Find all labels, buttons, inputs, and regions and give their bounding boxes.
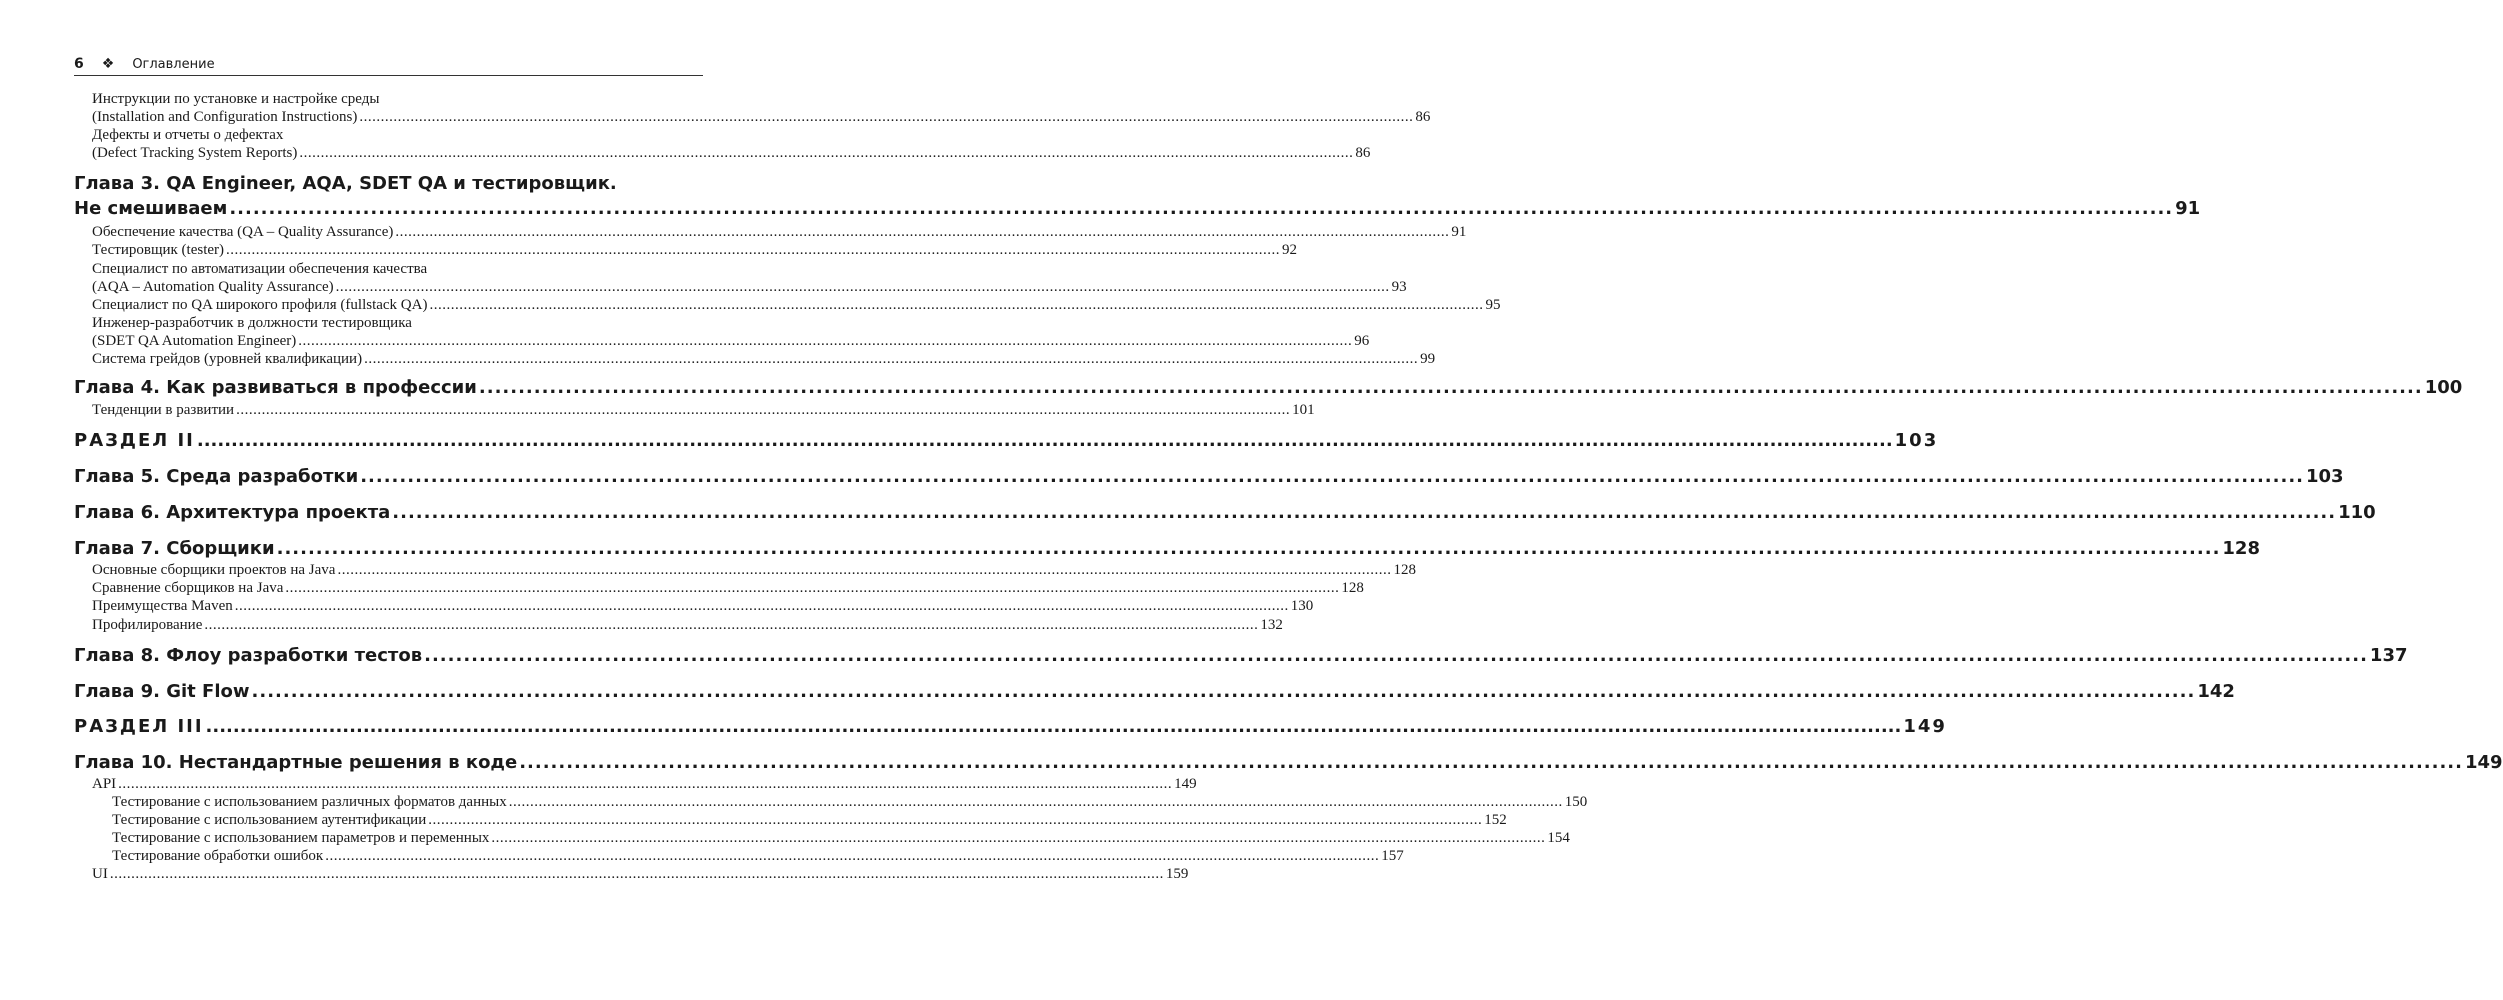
toc-page-number: 154: [1547, 829, 1570, 846]
toc-entry-row: [112, 811, 1507, 829]
toc-section-entry: [92, 90, 1431, 126]
toc-entry-title: Глава 5. Среда разработки: [74, 466, 359, 488]
toc-section-entry: [112, 847, 1404, 865]
toc-entry-title: Тенденции в развитии: [92, 402, 235, 419]
toc-entry-title: Специалист по QA широкого профиля (fullstack QA): [92, 296, 428, 313]
toc-entry-row: [112, 847, 1404, 865]
toc-page-number: 91: [1451, 224, 1467, 241]
dot-leader: [364, 350, 1418, 368]
dot-leader: [509, 793, 1563, 811]
dot-leader: [491, 829, 1545, 847]
toc-page-number: 159: [1165, 866, 1189, 883]
dot-leader: [229, 196, 2173, 221]
toc-entry-title: API: [92, 775, 117, 792]
toc-entry-title-line: Специалист по автоматизации обеспечения качества: [92, 260, 428, 277]
page-header: [74, 53, 703, 76]
toc-entry-row: [92, 401, 1315, 419]
table-of-contents: [74, 90, 2503, 883]
toc-entry-title: Профилирование: [92, 616, 203, 633]
toc-entry-row: [92, 108, 1431, 126]
toc-entry-title: Сравнение сборщиков на Java: [92, 580, 284, 597]
toc-page-number: 128: [1341, 580, 1364, 597]
toc-entry-row: [74, 750, 2503, 775]
dot-leader: [424, 643, 2368, 668]
toc-entry-row: [92, 597, 1314, 615]
toc-section-entry: [112, 811, 1507, 829]
dot-leader: [285, 579, 1339, 597]
dot-leader: [197, 428, 1893, 453]
toc-entry-row: [74, 464, 2344, 489]
toc-section-entry: [92, 579, 1364, 597]
toc-chapter-entry: [74, 643, 2408, 668]
dot-leader: [479, 375, 2423, 400]
toc-entry-title: Тестировщик (tester): [92, 242, 225, 259]
toc-section-entry: [92, 241, 1298, 259]
toc-entry-title: Глава 7. Сборщики: [74, 538, 275, 560]
dot-leader: [298, 332, 1352, 350]
toc-page-number: 142: [2197, 680, 2235, 702]
toc-entry-title: Система грейдов (уровней квалификации): [92, 351, 363, 368]
dot-leader: [337, 561, 1391, 579]
toc-page-number: 101: [1292, 402, 1315, 419]
toc-entry-row: [92, 241, 1298, 259]
toc-entry-title: (Defect Tracking System Reports): [92, 145, 298, 162]
toc-entry-row: [92, 865, 1189, 883]
toc-entry-title: Тестирование с использованием различных форматов данных: [112, 793, 507, 810]
toc-page-number: 92: [1282, 242, 1298, 259]
toc-entry-row: [74, 714, 1947, 739]
dot-leader: [206, 714, 1902, 739]
toc-page-number: 149: [1903, 715, 1947, 737]
dot-leader: [359, 108, 1413, 126]
dot-leader: [428, 811, 1482, 829]
toc-entry-title: (Installation and Configuration Instructions): [92, 109, 358, 126]
toc-page-number: 96: [1354, 332, 1370, 349]
toc-entry-title: Глава 10. Нестандартные решения в коде: [74, 751, 518, 773]
toc-page-number: 157: [1381, 847, 1404, 864]
toc-chapter-entry: [74, 536, 2260, 561]
toc-entry-row: [92, 579, 1364, 597]
dot-leader: [392, 500, 2336, 525]
toc-entry-row: [92, 616, 1283, 634]
toc-page-number: 128: [1393, 562, 1416, 579]
toc-part-entry: [74, 714, 1947, 739]
toc-page-number: 149: [1174, 775, 1197, 792]
toc-section-entry: [92, 775, 1197, 793]
dot-leader: [118, 775, 1172, 793]
toc-section-entry: [92, 260, 1407, 296]
running-head: Оглавление: [132, 56, 215, 72]
toc-entry-row: [92, 278, 1407, 296]
toc-entry-title: (SDET QA Automation Engineer): [92, 332, 297, 349]
dot-leader: [325, 847, 1379, 865]
toc-entry-row: [74, 428, 1939, 453]
toc-chapter-entry: [74, 679, 2235, 704]
toc-entry-title: Обеспечение качества (QA – Quality Assurance): [92, 224, 394, 241]
toc-entry-title: Тестирование обработки ошибок: [112, 847, 324, 864]
toc-chapter-entry: [74, 375, 2463, 400]
toc-entry-title: Тестирование с использованием аутентификации: [112, 811, 427, 828]
dot-leader: [252, 679, 2196, 704]
toc-entry-row: [92, 561, 1416, 579]
toc-section-entry: [92, 126, 1371, 162]
toc-entry-title-line: Инженер-разработчик в должности тестировщика: [92, 314, 412, 331]
toc-chapter-entry: [74, 464, 2344, 489]
toc-chapter-entry: [74, 500, 2376, 525]
toc-entry-title: РАЗДЕЛ II: [74, 430, 195, 452]
four-diamond-icon: ❖: [101, 56, 115, 72]
toc-chapter-entry: [74, 171, 2201, 221]
toc-page-number: 91: [2175, 198, 2201, 220]
toc-page-number: 99: [1420, 351, 1436, 368]
toc-entry-row: [112, 793, 1588, 811]
toc-entry-title: Тестирование с использованием параметров и переменных: [112, 829, 490, 846]
toc-page-number: 132: [1260, 616, 1283, 633]
toc-entry-row: [74, 196, 2201, 221]
toc-page-number: 95: [1485, 296, 1501, 313]
toc-page-number: 149: [2464, 751, 2503, 773]
toc-entry-row: [92, 144, 1371, 162]
toc-section-entry: [112, 829, 1570, 847]
toc-page-number: 110: [2338, 502, 2376, 524]
toc-entry-row: [74, 536, 2260, 561]
toc-section-entry: [92, 597, 1314, 615]
dot-leader: [236, 401, 1290, 419]
toc-entry-row: [74, 679, 2235, 704]
toc-entry-row: [92, 775, 1197, 793]
toc-entry-title: Преимущества Maven: [92, 598, 233, 615]
toc-part-entry: [74, 428, 1939, 453]
toc-entry-title: Глава 8. Флоу разработки тестов: [74, 644, 423, 666]
toc-entry-title: (AQA – Automation Quality Assurance): [92, 278, 334, 295]
toc-page-number: 130: [1290, 598, 1314, 615]
toc-section-entry: [92, 616, 1283, 634]
toc-page-number: 137: [2369, 644, 2408, 666]
dot-leader: [235, 597, 1289, 615]
dot-leader: [336, 278, 1390, 296]
toc-section-entry: [92, 314, 1370, 350]
toc-section-entry: [92, 350, 1436, 368]
toc-section-entry: [92, 401, 1315, 419]
toc-entry-row: [92, 223, 1467, 241]
dot-leader: [429, 296, 1483, 314]
toc-entry-title: Глава 6. Архитектура проекта: [74, 502, 391, 524]
toc-entry-title: РАЗДЕЛ III: [74, 715, 204, 737]
toc-entry-title: Глава 4. Как развиваться в профессии: [74, 377, 477, 399]
toc-section-entry: [92, 296, 1501, 314]
toc-entry-title: Глава 9. Git Flow: [74, 680, 250, 702]
toc-entry-row: [92, 332, 1370, 350]
toc-page-number: 152: [1484, 811, 1507, 828]
dot-leader: [519, 750, 2463, 775]
toc-section-entry: [92, 865, 1189, 883]
toc-chapter-entry: [74, 750, 2503, 775]
toc-section-entry: [112, 793, 1588, 811]
toc-entry-row: [112, 829, 1570, 847]
toc-entry-title-line: Инструкции по установке и настройке среды: [92, 91, 380, 107]
toc-entry-row: [74, 375, 2463, 400]
dot-leader: [226, 241, 1280, 259]
toc-entry-row: [92, 350, 1436, 368]
toc-page-number: 100: [2424, 377, 2463, 399]
dot-leader: [360, 464, 2304, 489]
toc-page-number: 150: [1564, 793, 1588, 810]
toc-page-number: 103: [1894, 430, 1939, 452]
dot-leader: [277, 536, 2221, 561]
dot-leader: [204, 616, 1258, 634]
toc-page-number: 86: [1415, 109, 1431, 126]
toc-page-number: 86: [1355, 145, 1371, 162]
toc-entry-row: [74, 643, 2408, 668]
toc-page-number: 103: [2306, 466, 2344, 488]
toc-entry-title-line: Дефекты и отчеты о дефектах: [92, 127, 284, 144]
toc-section-entry: [92, 561, 1416, 579]
dot-leader: [299, 144, 1353, 162]
page-number: 6: [74, 56, 84, 72]
toc-entry-row: [74, 500, 2376, 525]
dot-leader: [110, 865, 1164, 883]
toc-page-number: 93: [1391, 278, 1407, 295]
toc-entry-title-line: Глава 3. QA Engineer, AQA, SDET QA и тестировщик.: [74, 173, 617, 195]
toc-section-entry: [92, 223, 1467, 241]
toc-entry-row: [92, 296, 1501, 314]
toc-entry-title: UI: [92, 866, 108, 883]
toc-entry-title: Не смешиваем: [74, 198, 228, 220]
dot-leader: [395, 223, 1449, 241]
toc-page-number: 128: [2222, 538, 2260, 560]
toc-entry-title: Основные сборщики проектов на Java: [92, 562, 336, 579]
